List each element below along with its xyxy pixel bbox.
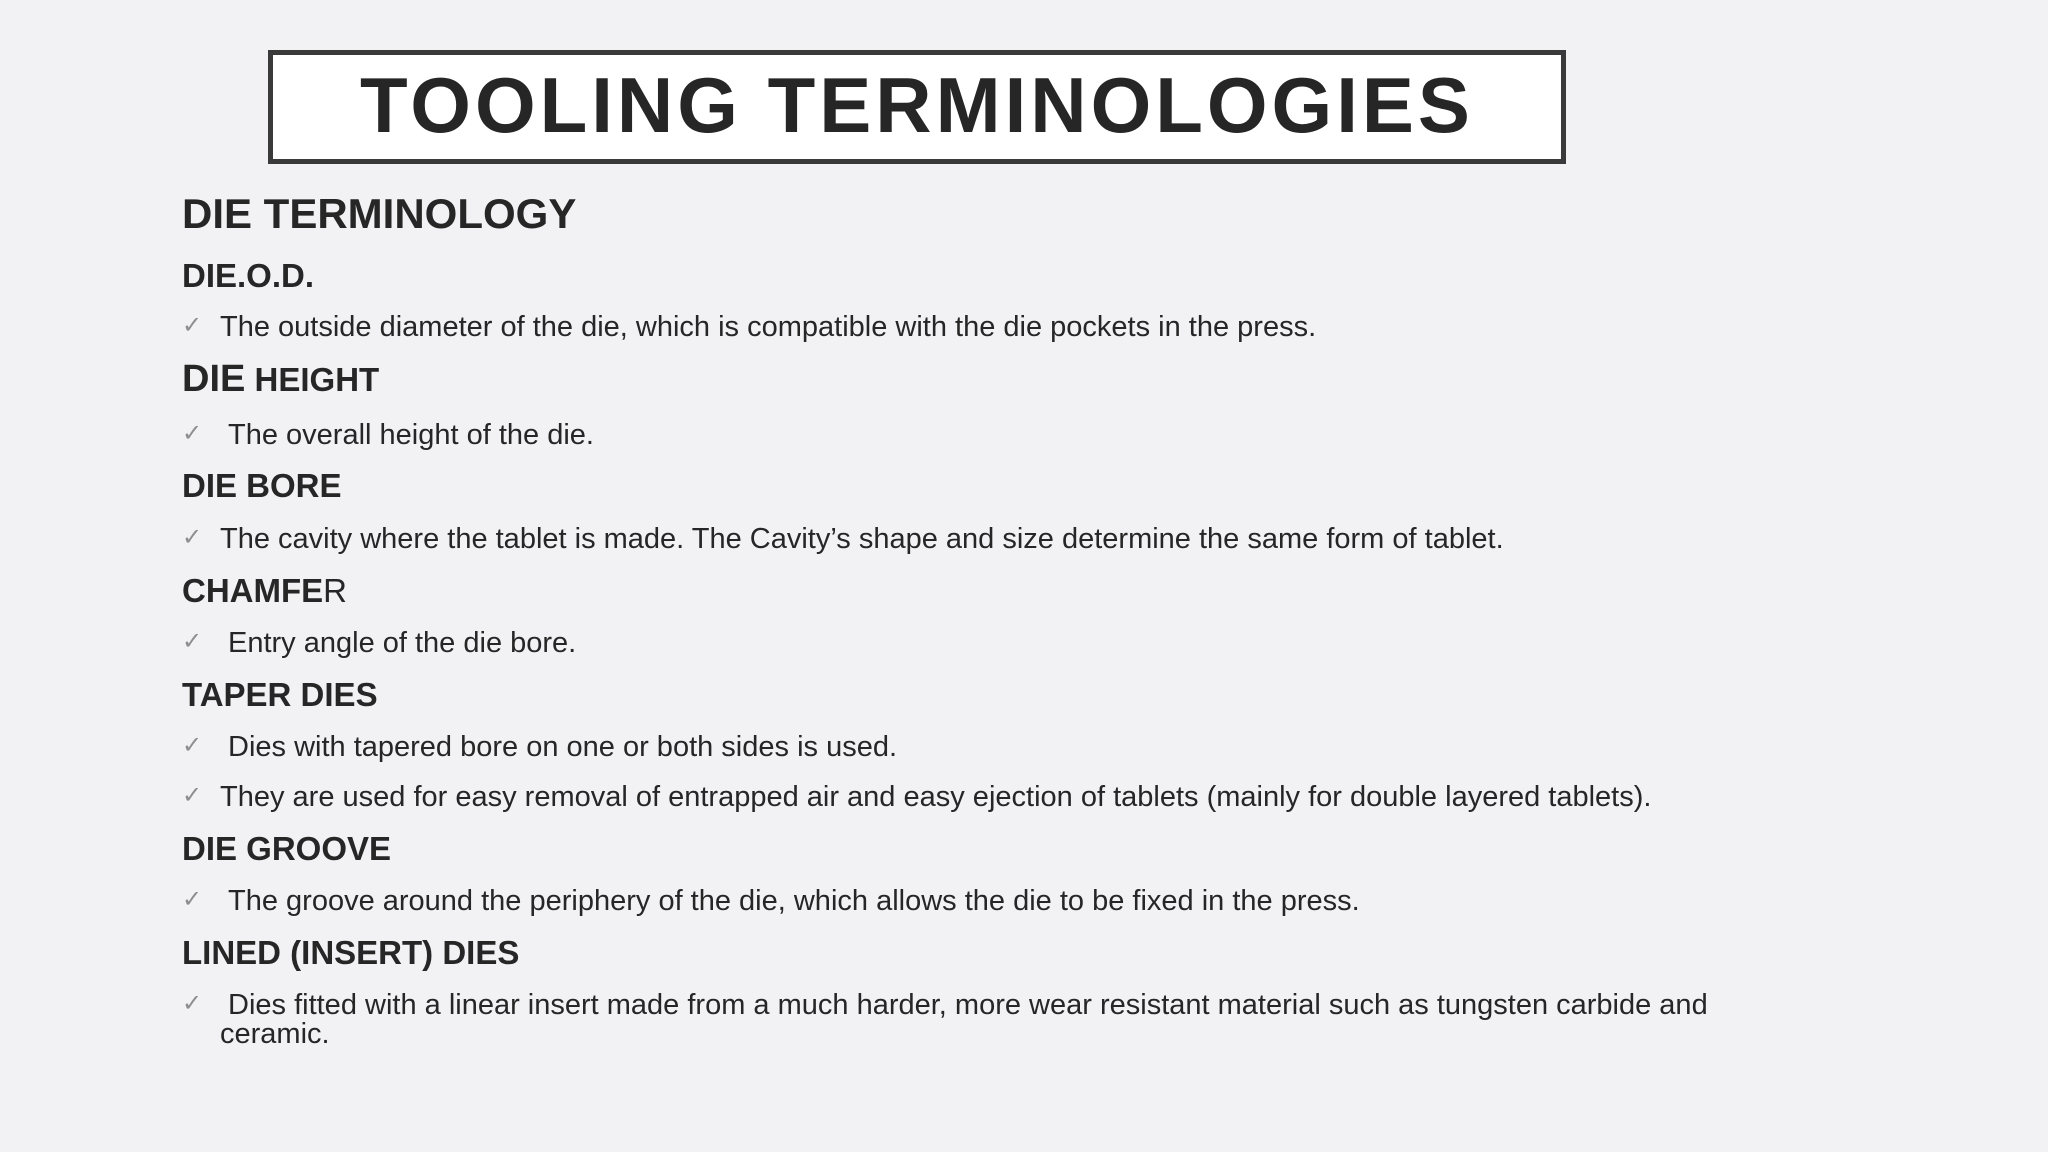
bullet-die-groove <box>182 887 1782 916</box>
bullet-text: Dies fitted with a linear insert made from a much harder, more wear resistant material such as tungsten carbide and ceramic. <box>220 989 1708 1050</box>
term-heading-part: HEIGHT <box>245 361 380 398</box>
bullet-text: The groove around the periphery of the die, which allows the die to be fixed in the press. <box>228 885 1360 917</box>
checkmark-icon: ✓ <box>182 523 203 551</box>
title-box <box>268 50 1566 164</box>
bullet-taper-dies-1 <box>182 733 1782 762</box>
bullet-taper-dies-2 <box>182 783 1782 812</box>
checkmark-icon: ✓ <box>182 311 203 339</box>
section-title: DIE TERMINOLOGY <box>182 190 577 237</box>
term-heading-taper-dies: TAPER DIES <box>182 676 378 713</box>
term-heading-die-od: DIE.O.D. <box>182 257 315 294</box>
term-heading-part: CHAMFE <box>182 572 324 609</box>
bullet-die-height <box>182 421 1782 450</box>
term-heading-die-height <box>182 358 379 401</box>
term-heading-part: DIE <box>182 358 246 400</box>
term-heading-die-bore: DIE BORE <box>182 467 342 504</box>
bullet-text: The outside diameter of the die, which is compatible with the die pockets in the press. <box>220 311 1317 343</box>
bullet-die-bore <box>182 525 1782 554</box>
bullet-text: Entry angle of the die bore. <box>228 627 577 659</box>
checkmark-icon: ✓ <box>182 781 203 809</box>
bullet-text: They are used for easy removal of entrapped air and easy ejection of tablets (mainly for double layered tablets). <box>220 781 1652 813</box>
term-heading-lined-dies: LINED (INSERT) DIES <box>182 934 520 971</box>
term-heading-part: R <box>323 572 347 609</box>
bullet-chamfer <box>182 629 1782 658</box>
checkmark-icon: ✓ <box>182 731 203 759</box>
term-heading-die-groove: DIE GROOVE <box>182 830 392 867</box>
checkmark-icon: ✓ <box>182 627 203 655</box>
checkmark-icon: ✓ <box>182 419 203 447</box>
checkmark-icon: ✓ <box>182 885 203 913</box>
term-heading-chamfer <box>182 572 347 610</box>
bullet-text: The overall height of the die. <box>228 419 594 451</box>
bullet-lined-dies <box>182 991 1782 1049</box>
bullet-die-od <box>182 313 1782 342</box>
bullet-text: Dies with tapered bore on one or both sides is used. <box>228 731 898 763</box>
bullet-text: The cavity where the tablet is made. The Cavity’s shape and size determine the same form of tablet. <box>220 523 1504 555</box>
checkmark-icon: ✓ <box>182 989 203 1017</box>
slide-title: TOOLING TERMINOLOGIES <box>360 60 1474 149</box>
